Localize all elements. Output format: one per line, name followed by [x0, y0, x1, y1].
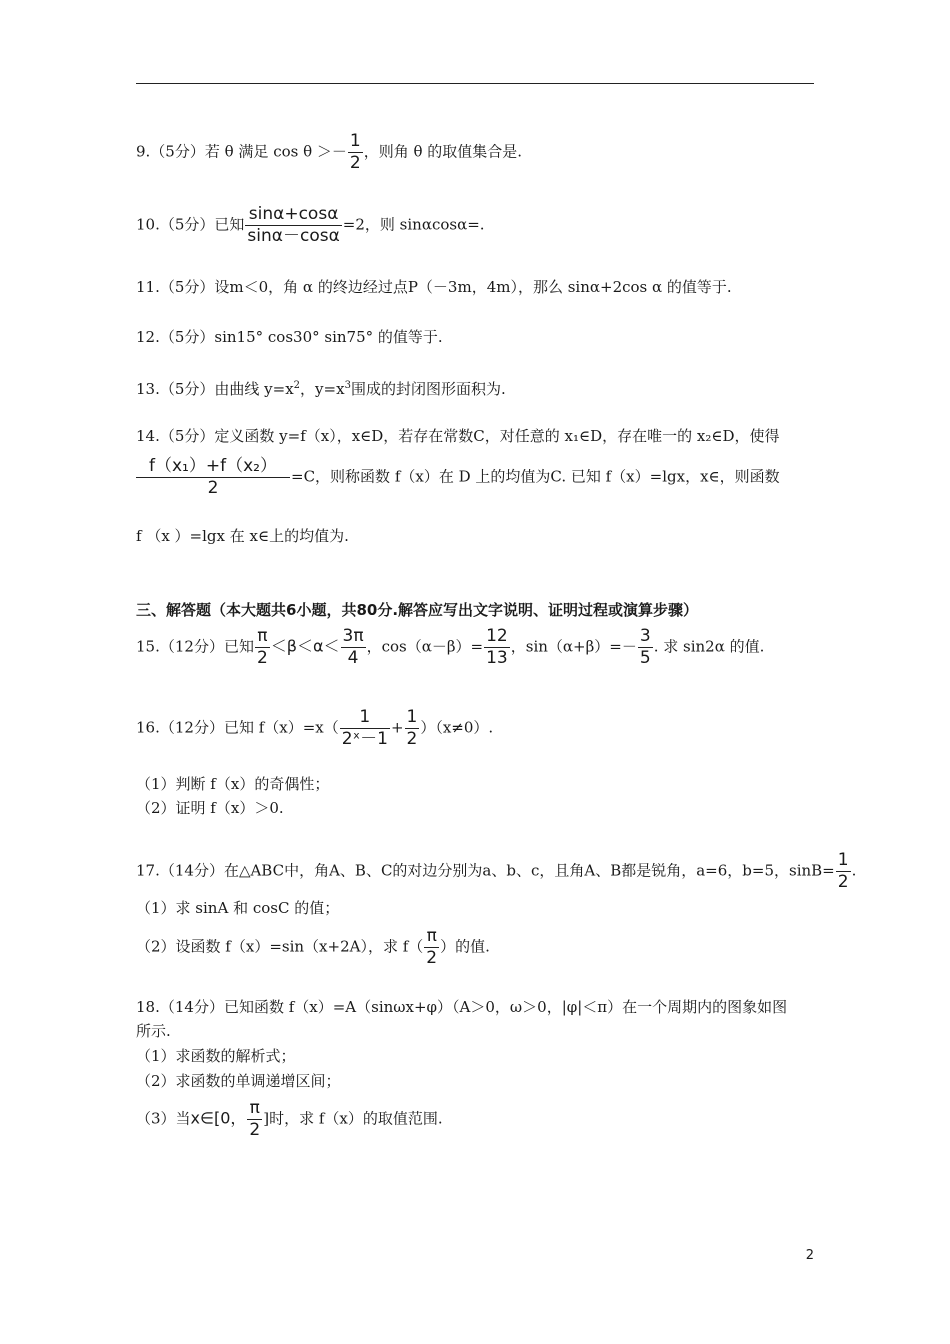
- question-16-part1: （1）判断 f（x）的奇偶性；: [136, 775, 330, 793]
- fraction: $\frac{3}{5}$: [639, 626, 651, 668]
- fraction: $\frac{\pi}{2}$: [426, 926, 438, 968]
- question-16-part2: （2）证明 f（x）＞0.: [136, 799, 284, 817]
- question-17-part1: （1）求 sinA 和 cosC 的值；: [136, 899, 340, 917]
- fraction: $\frac{1}{\text{2ˣ－1}}$: [341, 707, 388, 749]
- question-15: 15.（12分）已知 $\frac{\pi}{2}$ ＜β＜α＜ $\frac{3\pi}{4}$ ，cos（α－β）= $\frac{12}{13}$ ，sin（α+β）=－ $\frac{3}{5}$ . 求 sin2α 的值.: [136, 626, 765, 668]
- fraction: $\frac{3\pi}{4}$: [342, 626, 364, 668]
- fraction: $\frac{1}{2}$: [406, 707, 418, 749]
- section-heading: 三、解答题（本大题共6小题，共80分.解答应写出文字说明、证明过程或演算步骤）: [136, 601, 699, 619]
- question-11: 11.（5分）设m＜0，角 α 的终边经过点P（－3m，4m），那么 sinα+2cos α 的值等于.: [136, 278, 732, 296]
- fraction: $\frac{\text{f（x₁）+f（x₂）}}{2}$: [136, 458, 290, 497]
- question-18-part3: （3）当x∈[0， $\frac{\pi}{2}$ ]时，求 f（x）的取值范围.: [136, 1098, 443, 1140]
- question-17-part2: （2）设函数 f（x）=sin（x+2A），求 f（ $\frac{\pi}{2}$ ）的值.: [136, 926, 490, 968]
- question-18-line2: 所示.: [136, 1022, 171, 1040]
- question-13: 13.（5分）由曲线 $y=x^2$，$y=x^3$围成的封闭图形面积为.: [136, 380, 506, 398]
- question-10: 10.（5分）已知 $\frac{\sin\alpha+\cos\alpha}{\sin\alpha-\cos\alpha}$ =2，则 sinαcosα=.: [136, 204, 485, 246]
- question-14-line3: f （x ）=lgx 在 x∈上的均值为.: [136, 527, 349, 545]
- question-14-line2: $\frac{\text{f（x₁）+f（x₂）}}{2}$ =C，则称函数 f（x）在 D 上的均值为C. 已知 f（x）=lgx，x∈，则函数: [136, 458, 780, 497]
- header-rule: [136, 83, 814, 84]
- question-9: 9.（5分）若 θ 满足 cos θ ＞－ $\frac{1}{2}$ ，则角 θ 的取值集合是.: [136, 131, 523, 173]
- fraction: $\frac{\sin\alpha+\cos\alpha}{\sin\alpha-\cos\alpha}$: [247, 204, 340, 246]
- fraction: $\frac{\pi}{2}$: [256, 626, 268, 668]
- fraction: $\frac{12}{13}$: [486, 626, 508, 668]
- fraction: $\frac{\pi}{2}$: [249, 1098, 261, 1140]
- fraction: $\frac{1}{2}$: [349, 131, 361, 173]
- question-18-part2: （2）求函数的单调递增区间；: [136, 1072, 341, 1090]
- question-18-part1: （1）求函数的解析式；: [136, 1047, 296, 1065]
- question-17: 17.（14分）在△ABC中，角A、B、C的对边分别为a、b、c，且角A、B都是锐角，a=6，b=5，sinB= $\frac{1}{2}$ .: [136, 850, 857, 892]
- question-14-line1: 14.（5分）定义函数 y=f（x），x∈D，若存在常数C，对任意的 x₁∈D，存在唯一的 x₂∈D，使得: [136, 427, 780, 445]
- question-16: 16.（12分）已知 f（x）=x（ $\frac{1}{\text{2ˣ－1}}$ + $\frac{1}{2}$ ）（x≠0）.: [136, 707, 494, 749]
- page-number: 2: [805, 1248, 814, 1263]
- question-18-line1: 18.（14分）已知函数 f（x）=A（sinωx+φ）（A＞0，ω＞0，|φ|＜π）在一个周期内的图象如图: [136, 998, 788, 1016]
- fraction: $\frac{1}{2}$: [837, 850, 849, 892]
- question-12: 12.（5分）sin15° cos30° sin75° 的值等于.: [136, 328, 443, 346]
